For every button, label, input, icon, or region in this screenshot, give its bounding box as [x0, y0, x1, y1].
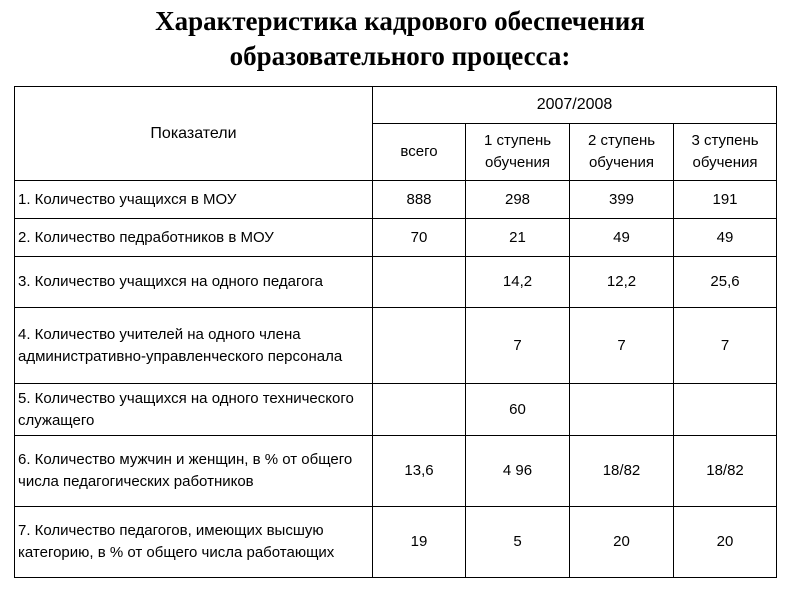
cell-level-2: 12,2 — [570, 257, 674, 308]
table-row — [15, 219, 777, 257]
row-label: 7. Количество педагогов, имеющих высшую категорию, в % от общего числа работающих — [15, 507, 373, 578]
cell-level-3: 18/82 — [674, 436, 777, 507]
cell-total — [373, 257, 466, 308]
cell-total — [373, 384, 466, 436]
cell-level-3: 7 — [674, 308, 777, 384]
cell-total — [373, 308, 466, 384]
cell-level-1: 14,2 — [466, 257, 570, 308]
cell-level-1: 7 — [466, 308, 570, 384]
cell-level-1: 4 96 — [466, 436, 570, 507]
cell-level-3: 191 — [674, 181, 777, 219]
cell-level-3: 20 — [674, 507, 777, 578]
cell-total: 888 — [373, 181, 466, 219]
row-label: 6. Количество мужчин и женщин, в % от общего числа педагогических работников — [15, 436, 373, 507]
cell-level-1: 60 — [466, 384, 570, 436]
sub-header-level-1: 1 ступень обучения — [466, 124, 570, 181]
table-row — [15, 257, 777, 308]
cell-level-2: 18/82 — [570, 436, 674, 507]
title-line-1: Характеристика кадрового обеспечения — [155, 6, 645, 36]
cell-level-1: 5 — [466, 507, 570, 578]
table-header-row-1 — [15, 87, 777, 124]
row-label: 4. Количество учителей на одного члена административно-управленческого персонала — [15, 308, 373, 384]
cell-level-2: 399 — [570, 181, 674, 219]
sub-header-level-2: 2 ступень обучения — [570, 124, 674, 181]
row-label: 3. Количество учащихся на одного педагога — [15, 257, 373, 308]
table-row — [15, 436, 777, 507]
cell-level-1: 298 — [466, 181, 570, 219]
table-row — [15, 181, 777, 219]
staffing-table — [14, 86, 777, 578]
row-label: 5. Количество учащихся на одного технического служащего — [15, 384, 373, 436]
cell-level-3: 25,6 — [674, 257, 777, 308]
page-title — [0, 4, 800, 74]
year-header: 2007/2008 — [373, 87, 777, 124]
cell-level-2: 20 — [570, 507, 674, 578]
sub-header-level-3: 3 ступень обучения — [674, 124, 777, 181]
cell-level-2: 7 — [570, 308, 674, 384]
indicators-header: Показатели — [15, 87, 373, 181]
cell-level-3: 49 — [674, 219, 777, 257]
table-row — [15, 384, 777, 436]
cell-total: 70 — [373, 219, 466, 257]
sub-header-total: всего — [373, 124, 466, 181]
cell-level-3 — [674, 384, 777, 436]
cell-level-2 — [570, 384, 674, 436]
title-line-2: образовательного процесса: — [229, 41, 571, 71]
cell-level-1: 21 — [466, 219, 570, 257]
table-row — [15, 308, 777, 384]
cell-level-2: 49 — [570, 219, 674, 257]
table-row — [15, 507, 777, 578]
cell-total: 13,6 — [373, 436, 466, 507]
cell-total: 19 — [373, 507, 466, 578]
row-label: 2. Количество педработников в МОУ — [15, 219, 373, 257]
row-label: 1. Количество учащихся в МОУ — [15, 181, 373, 219]
